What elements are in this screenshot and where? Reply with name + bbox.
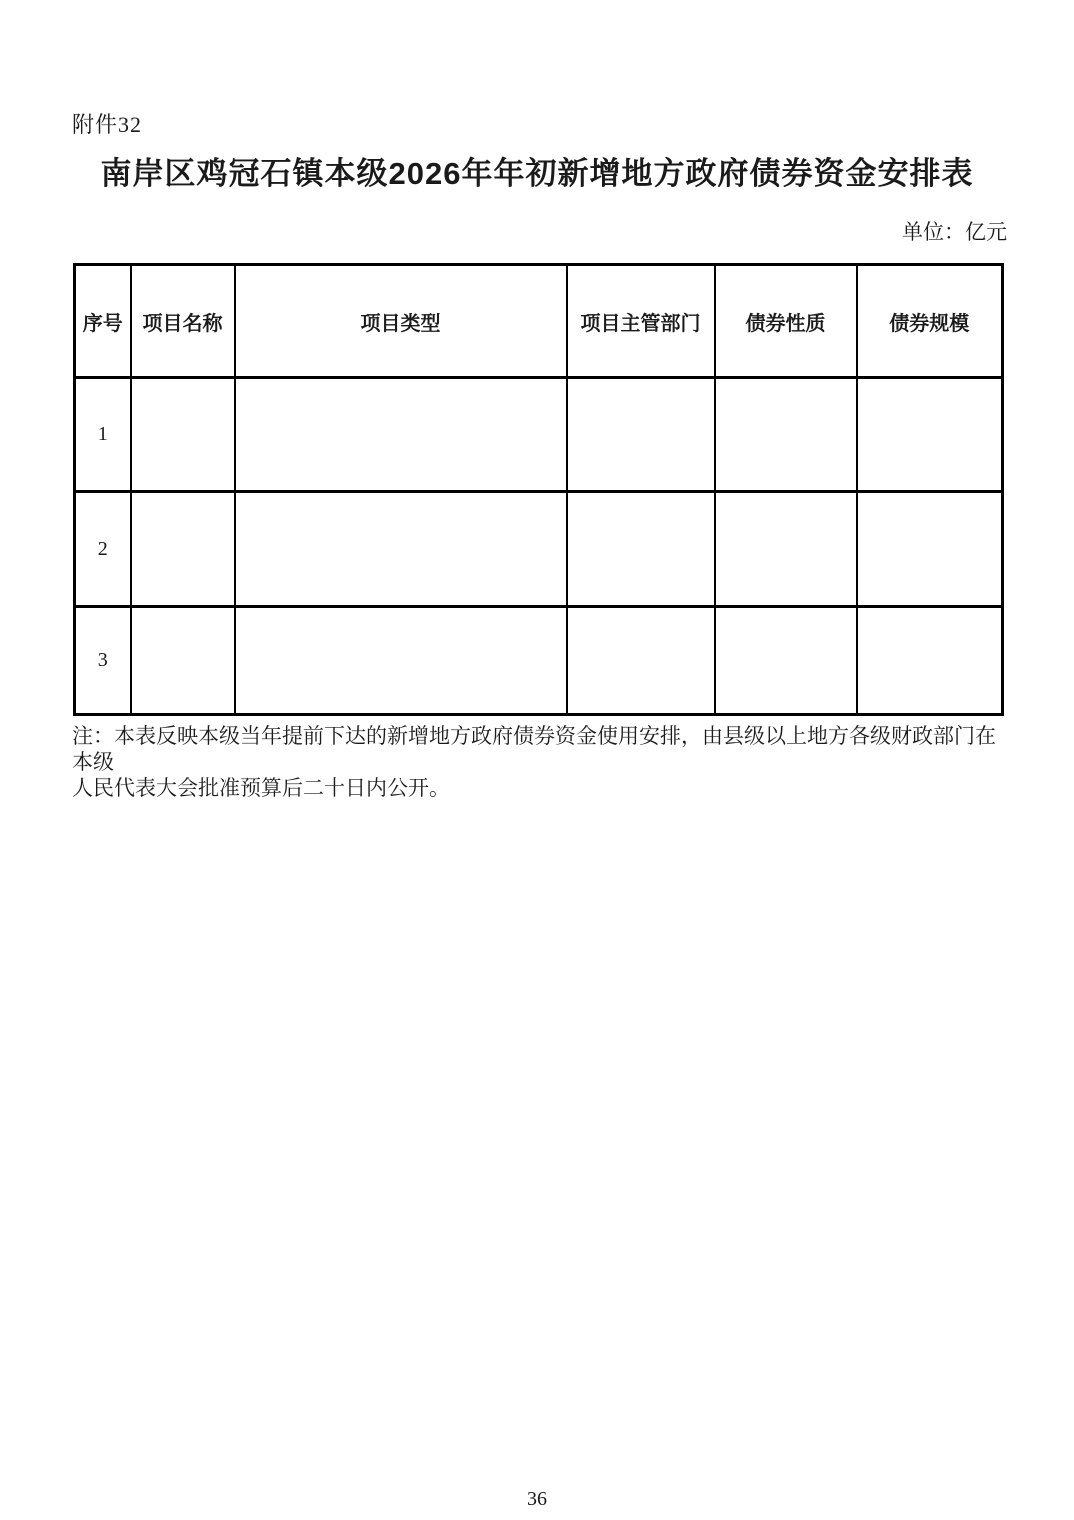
column-header-seq: 序号 (75, 265, 131, 378)
unit-label: 单位：亿元 (902, 220, 1007, 244)
cell-bond-scale (857, 607, 1003, 715)
attachment-label: 附件32 (72, 112, 143, 137)
column-header-bond-scale: 债券规模 (857, 265, 1003, 378)
cell-department (567, 492, 715, 607)
column-header-project-type: 项目类型 (235, 265, 567, 378)
table-row (75, 492, 1003, 607)
cell-bond-nature (715, 492, 857, 607)
note-text (72, 723, 1012, 801)
table-header-row (75, 265, 1003, 378)
column-header-bond-nature: 债券性质 (715, 265, 857, 378)
cell-project-type (235, 378, 567, 492)
cell-department (567, 607, 715, 715)
note-line-2: 人民代表大会批准预算后二十日内公开。 (72, 776, 450, 800)
cell-project-type (235, 492, 567, 607)
cell-department (567, 378, 715, 492)
cell-bond-scale (857, 378, 1003, 492)
cell-project-name (131, 607, 235, 715)
cell-seq: 2 (75, 492, 131, 607)
cell-project-name (131, 492, 235, 607)
page-number: 36 (527, 1488, 547, 1510)
table-row (75, 378, 1003, 492)
cell-bond-nature (715, 378, 857, 492)
page-title: 南岸区鸡冠石镇本级2026年年初新增地方政府债券资金安排表 (100, 156, 974, 191)
cell-project-type (235, 607, 567, 715)
cell-bond-nature (715, 607, 857, 715)
bond-arrangement-table (73, 263, 1004, 716)
cell-seq: 1 (75, 378, 131, 492)
column-header-project-name: 项目名称 (131, 265, 235, 378)
cell-bond-scale (857, 492, 1003, 607)
column-header-department: 项目主管部门 (567, 265, 715, 378)
table-row (75, 607, 1003, 715)
cell-project-name (131, 378, 235, 492)
note-line-1: 注：本表反映本级当年提前下达的新增地方政府债券资金使用安排，由县级以上地方各级财政部门在本级 (72, 724, 996, 774)
cell-seq: 3 (75, 607, 131, 715)
